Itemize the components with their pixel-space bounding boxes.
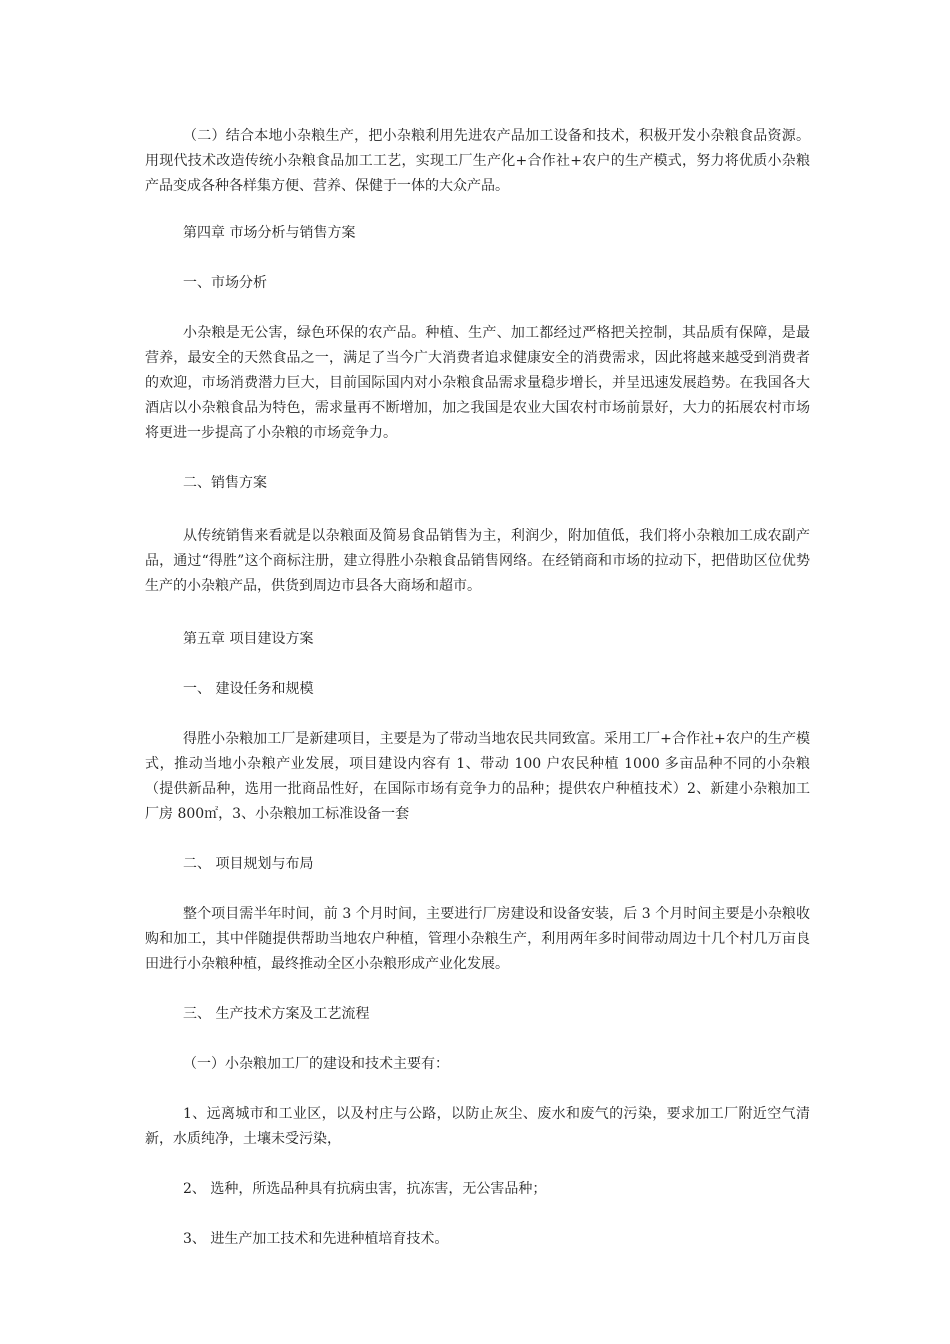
section-production-technology-heading: 三、 生产技术方案及工艺流程 bbox=[183, 1006, 370, 1022]
paragraph-sales-plan: 从传统销售来看就是以杂粮面及简易食品销售为主，利润少，附加值低，我们将小杂粮加工成农副产品，通过“得胜”这个商标注册，建立得胜小杂粮食品销售网络。在经销商和市场的拉动下，把借助区位优势生产的小杂粮产品，供货到周边市县各大商场和超市。 bbox=[145, 528, 810, 594]
chapter-4-heading: 第四章 市场分析与销售方案 bbox=[183, 225, 356, 241]
paragraph-construction-scale: 得胜小杂粮加工厂是新建项目，主要是为了带动当地农民共同致富。采用工厂+合作社+农户的生产模式，推动当地小杂粮产业发展，项目建设内容有 1、带动 100 户农民种植 1000 多亩品种不同的小杂粮（提供新品种，选用一批商品性好，在国际市场有竞争力的品种；提供农户种植技术）2、新建小杂粮加工厂房 800㎡，3、小杂粮加工标准设备一套 bbox=[145, 731, 810, 822]
document-body bbox=[145, 124, 810, 1252]
paragraph-planning-layout: 整个项目需半年时间，前 3 个月时间，主要进行厂房建设和设备安装，后 3 个月时间主要是小杂粮收购和加工，其中伴随提供帮助当地农户种植，管理小杂粮生产，利用两年多时间带动周边十几个村几万亩良田进行小杂粮种植，最终推动全区小杂粮形成产业化发展。 bbox=[145, 906, 810, 972]
section-planning-layout-heading: 二、 项目规划与布局 bbox=[183, 856, 314, 872]
section-market-analysis-heading: 一、市场分析 bbox=[183, 275, 267, 291]
paragraph-product-development: （二）结合本地小杂粮生产，把小杂粮利用先进农产品加工设备和技术，积极开发小杂粮食品资源。用现代技术改造传统小杂粮食品加工工艺，实现工厂生产化+合作社+农户的生产模式，努力将优质小杂粮产品变成各种各样集方便、营养、保健于一体的大众产品。 bbox=[145, 128, 810, 194]
list-item-technology: 3、 进生产加工技术和先进种植培育技术。 bbox=[183, 1231, 449, 1247]
section-construction-scale-heading: 一、 建设任务和规模 bbox=[183, 681, 314, 697]
paragraph-market-analysis: 小杂粮是无公害，绿色环保的农产品。种植、生产、加工都经过严格把关控制，其品质有保障，是最营养，最安全的天然食品之一，满足了当今广大消费者追求健康安全的消费需求，因此将越来越受到消费者的欢迎，市场消费潜力巨大，目前国际国内对小杂粮食品需求量稳步增长，并呈迅速发展趋势。在我国各大酒店以小杂粮食品为特色，需求量再不断增加，加之我国是农业大国农村市场前景好，大力的拓展农村市场将更进一步提高了小杂粮的市场竞争力。 bbox=[145, 325, 810, 441]
chapter-5-heading: 第五章 项目建设方案 bbox=[183, 631, 314, 647]
section-sales-plan-heading: 二、销售方案 bbox=[183, 475, 267, 491]
list-item-site-selection: 1、远离城市和工业区，以及村庄与公路，以防止灰尘、废水和废气的污染，要求加工厂附近空气清新，水质纯净，土壤未受污染， bbox=[145, 1106, 810, 1147]
list-item-seed-selection: 2、 选种，所选品种具有抗病虫害，抗冻害，无公害品种； bbox=[183, 1181, 547, 1197]
subsection-factory-technology-heading: （一）小杂粮加工厂的建设和技术主要有： bbox=[183, 1056, 449, 1072]
